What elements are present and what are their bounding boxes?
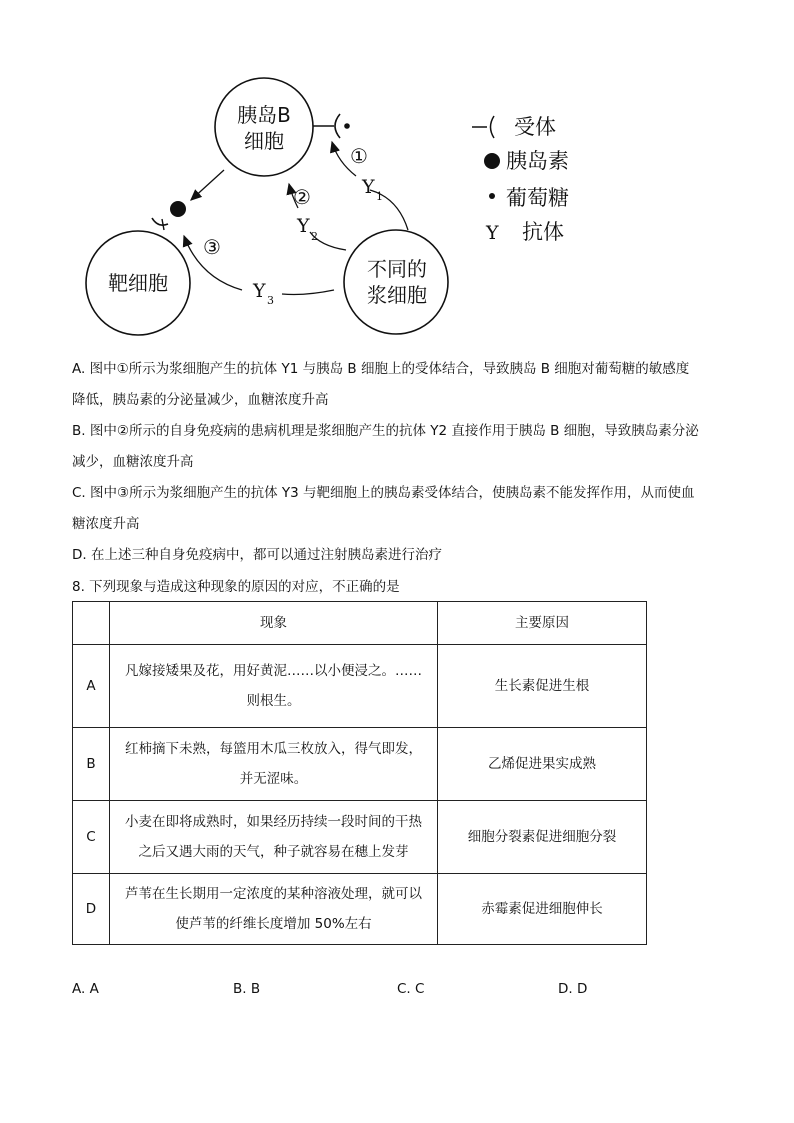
phenomenon-line: 使芦苇的纤维长度增加 50%左右 bbox=[175, 916, 372, 932]
legend-antibody-label: 抗体 bbox=[522, 220, 564, 244]
row-cause: 细胞分裂素促进细胞分裂 bbox=[438, 801, 647, 874]
target-receptor-stem bbox=[162, 219, 164, 230]
target-cell-label: 靶细胞 bbox=[108, 271, 168, 295]
table-row bbox=[73, 728, 647, 801]
option-b-line-2: 减少，血糖浓度升高 bbox=[72, 454, 194, 470]
legend-antibody-icon: Y bbox=[486, 222, 499, 244]
legend-glucose-label: 葡萄糖 bbox=[506, 186, 569, 210]
option-a bbox=[72, 354, 732, 416]
table-header-phenomenon: 现象 bbox=[110, 602, 438, 645]
legend-glucose-icon bbox=[489, 193, 495, 199]
row-phenomenon bbox=[110, 728, 438, 801]
phenomenon-line: 小麦在即将成熟时，如果经历持续一段时间的干热 bbox=[125, 814, 422, 830]
answer-choice-d[interactable]: D. D bbox=[558, 981, 588, 997]
marker-2: ② bbox=[293, 185, 311, 209]
question-8-table bbox=[72, 601, 647, 945]
option-a-line-2: 降低，胰岛素的分泌量减少，血糖浓度升高 bbox=[72, 392, 329, 408]
option-b-line-1: B. 图中②所示的自身免疫病的患病机理是浆细胞产生的抗体 Y2 直接作用于胰岛 B 细胞，导致胰岛素分泌 bbox=[72, 423, 699, 439]
answer-choice-c[interactable]: C. C bbox=[397, 981, 425, 997]
table-row bbox=[73, 645, 647, 728]
plasma-cell-circle bbox=[344, 230, 448, 334]
phenomenon-line: 芦苇在生长期用一定浓度的某种溶液处理，就可以 bbox=[125, 886, 422, 902]
insulin-secretion-arrow bbox=[191, 170, 224, 200]
option-c-line-2: 糖浓度升高 bbox=[72, 516, 140, 532]
row-cause: 生长素促进生根 bbox=[438, 645, 647, 728]
table-row bbox=[73, 874, 647, 945]
option-b bbox=[72, 416, 732, 478]
row-label: D bbox=[73, 874, 110, 945]
question-8-stem: 8. 下列现象与造成这种现象的原因的对应，不正确的是 bbox=[72, 579, 400, 595]
option-d: D. 在上述三种自身免疫病中，都可以通过注射胰岛素进行治疗 bbox=[72, 547, 442, 563]
phenomenon-line: 之后又遇大雨的天气，种子就容易在穗上发芽 bbox=[138, 844, 409, 860]
antibody-y3-sub: 3 bbox=[267, 294, 274, 307]
option-c bbox=[72, 478, 732, 540]
antibody-y1-sub: 1 bbox=[376, 190, 383, 203]
legend bbox=[472, 115, 569, 244]
legend-receptor-label: 受体 bbox=[514, 115, 556, 139]
phenomenon-line: 红柿摘下未熟，每篮用木瓜三枚放入，得气即发， bbox=[125, 741, 422, 757]
row-label: C bbox=[73, 801, 110, 874]
beta-receptor-cup bbox=[335, 114, 340, 138]
immune-diagram bbox=[0, 0, 794, 340]
table-header-row bbox=[73, 602, 647, 645]
table-header-cause: 主要原因 bbox=[438, 602, 647, 645]
marker-3: ③ bbox=[203, 235, 221, 259]
beta-cell-circle bbox=[215, 78, 313, 176]
row-cause: 赤霉素促进细胞伸长 bbox=[438, 874, 647, 945]
antibody-y2-letter: Y bbox=[297, 215, 310, 237]
phenomenon-line: 并无涩味。 bbox=[239, 771, 308, 787]
option-c-line-1: C. 图中③所示为浆细胞产生的抗体 Y3 与靶细胞上的胰岛素受体结合，使胰岛素不能发挥作用，从而使血 bbox=[72, 485, 695, 501]
phenomenon-line: 则根生。 bbox=[246, 693, 301, 709]
beta-cell-label-2: 细胞 bbox=[244, 129, 284, 153]
diagram-svg bbox=[0, 0, 794, 340]
arrow-y3-right bbox=[282, 290, 334, 295]
plasma-cell-label-2: 浆细胞 bbox=[367, 283, 427, 307]
legend-insulin-icon bbox=[484, 153, 500, 169]
legend-insulin-label: 胰岛素 bbox=[506, 149, 569, 173]
plasma-cell-label-1: 不同的 bbox=[367, 257, 427, 281]
glucose-dot bbox=[344, 123, 350, 129]
legend-receptor-icon bbox=[491, 116, 495, 138]
phenomenon-line: 凡嫁接矮果及花，用好黄泥……以小便浸之。…… bbox=[125, 663, 422, 679]
row-label: A bbox=[73, 645, 110, 728]
option-a-line-1: A. 图中①所示为浆细胞产生的抗体 Y1 与胰岛 B 细胞上的受体结合，导致胰岛 B 细胞对葡萄糖的敏感度 bbox=[72, 361, 690, 377]
insulin-dot bbox=[170, 201, 186, 217]
marker-1: ① bbox=[350, 144, 368, 168]
beta-cell-label-1: 胰岛B bbox=[237, 103, 291, 127]
table-row bbox=[73, 801, 647, 874]
table-header-blank bbox=[73, 602, 110, 645]
row-phenomenon bbox=[110, 645, 438, 728]
row-label: B bbox=[73, 728, 110, 801]
answer-choice-a[interactable]: A. A bbox=[72, 981, 99, 997]
row-phenomenon bbox=[110, 801, 438, 874]
antibody-y1-letter: Y bbox=[362, 176, 375, 198]
row-phenomenon bbox=[110, 874, 438, 945]
answer-choice-b[interactable]: B. B bbox=[233, 981, 261, 997]
antibody-y3-letter: Y bbox=[253, 280, 266, 302]
target-receptor-cup bbox=[152, 218, 168, 225]
antibody-y2-sub: 2 bbox=[311, 230, 318, 243]
row-cause: 乙烯促进果实成熟 bbox=[438, 728, 647, 801]
